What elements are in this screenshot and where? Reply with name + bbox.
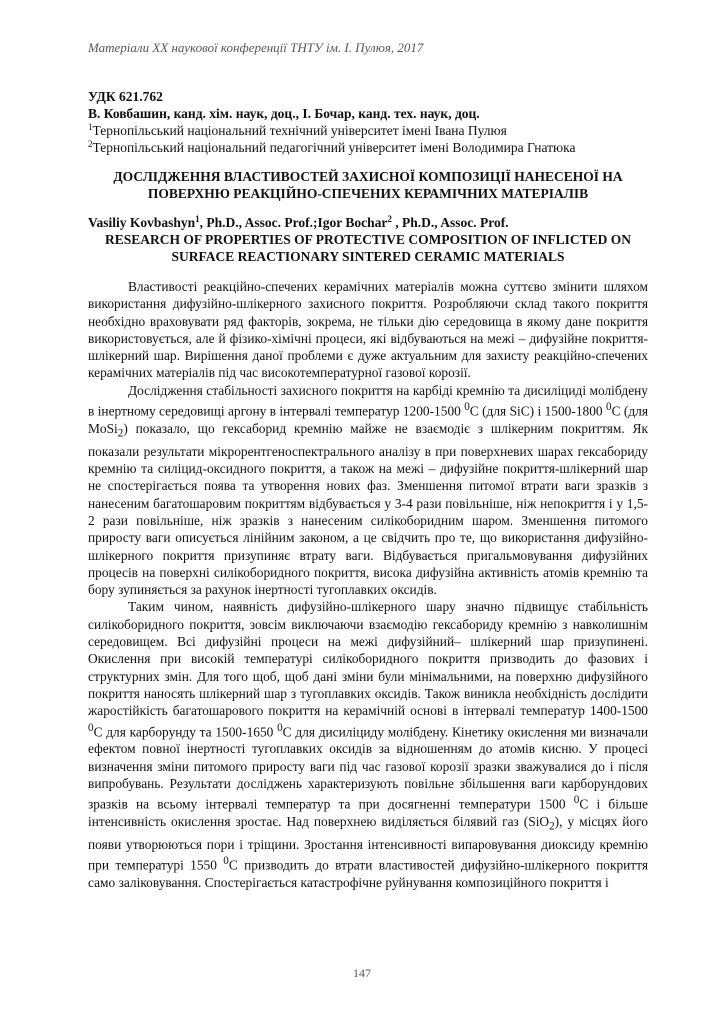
author-1-marker: 1 — [195, 214, 200, 224]
paragraph-2-text: ) показало, що гексаборид кремнію майже не взаємодіє з шлікерним покриттям. Як показали результати мікрорентгеноспектрального аналізу в при поверхневих шарах гексабориду кремнію та силіцид-оксидного покриття, а також на межі – дифузійне покриття-шлікерний шар не спостерігається поява та утворення нових фаз. Зменшення питомої втрати ваги зразків з нанесеним багатошаровим покриттям відбувається у 3-4 рази повільніше, ніж непокриття і у 1,5-2 рази повільніше, ніж зразків з нанесеним силікоборидним шаром. Зменшення питомого приросту ваги описується лінійним законом, а це свідчить про те, що використання дифузійно-шлікерного покриття призупиняє втрату ваги. Відбувається пригальмовування дифузійних процесів на поверхні силікоборидного покриття, висока дифузійна активність атомів кремнію та бору зупиняється за рахунок інертності тугоплавких оксидів. — [88, 420, 648, 598]
author-2-name: Igor Bochar — [317, 215, 388, 230]
paragraph-3-text: С і більше інтенсивність окислення зростає. Над поверхнею виділяється білявий газ (SiO — [88, 796, 648, 829]
paragraph-3-text: С для дисиліциду молібдену. Кінетику окислення ми визначали ефектом повної інертності тугоплавких оксидів за відношенням до атомів кисню. У процесі визначення зміни питомого приросту ваги під час газової корозії зразки зважувалися до і після випробувань. Результати досліджень характеризують повільне збільшення ваги карборундових зразків на всьому інтервалі температур та при досягненні температури 1500 — [88, 724, 648, 812]
author-2-marker: 2 — [387, 214, 392, 224]
degree-superscript: 0 — [223, 855, 229, 868]
paragraph-3-text: ), у місцях його появи утворюються пори і тріщини. Зростання інтенсивності випаровування диоксиду кремнію при температурі 1550 — [88, 813, 648, 873]
paragraph-3 — [88, 598, 648, 891]
degree-superscript: 0 — [88, 721, 94, 734]
paragraph-2-text: С (для MoSi — [88, 403, 648, 436]
page-number: 147 — [353, 966, 371, 980]
title-english: RESEARCH OF PROPERTIES OF PROTECTIVE COMPOSITION OF INFLICTED ON SURFACE REACTIONARY SINTERED CERAMIC MATERIALS — [104, 232, 632, 264]
front-matter — [88, 88, 648, 265]
degree-superscript: 0 — [606, 401, 612, 414]
paragraph-3-text: Таким чином, наявність дифузійно-шлікерного шару значно підвищує стабільність силікоборидного покриття, зовсім виключаючи взаємодію гексабориду кремнію з навколишнім середовищем. Всі дифузійні процеси на межі дифузійний– шлікерний шар призупинені. Окислення при високій температурі силікоборидного покриття призводить до фазових і структурних змін. Для того щоб, щоб дані зміни були мінімальними, на поверхню дифузійного покриття наносять шлікерний шар з тугоплавких оксидів. Також виникла необхідність дослідити жаростійкість багатошарового покриття на керамічній основі в інтервалі температур 1400-1500 — [88, 599, 648, 719]
affiliation-2-marker: 2 — [88, 139, 93, 149]
formula-subscript: 2 — [117, 427, 124, 440]
author-1-name: Vasiliy Kovbashyn — [88, 215, 196, 230]
author-2-degree: , Ph.D., Assoc. Prof. — [391, 215, 509, 230]
affiliation-1 — [88, 122, 648, 139]
title-ukrainian: ДОСЛІДЖЕННЯ ВЛАСТИВОСТЕЙ ЗАХИСНОЇ КОМПОЗИЦІЇ НАНЕСЕНОЇ НА ПОВЕРХНЮ РЕАКЦІЙНО-СПЕЧЕНИХ КЕРАМІЧНИХ МАТЕРІАЛІВ — [113, 169, 623, 201]
paragraph-1: Властивості реакційно-спечених керамічних матеріалів можна суттєво змінити шляхом використання дифузійно-шлікерного захисного покриття. Розробляючи склад такого покриття необхідно враховувати ряд факторів, зокрема, не тільки дію середовища в якому дане покриття використовується, але й фізико-хімічні процеси, які відбуваються на межі – дифузійне покриття-шлікерний шар. Вирішення даної проблеми є дуже актуальним для захисту реакційно-спечених керамічних матеріалів під час високотемпературної газової корозії. — [88, 279, 648, 381]
author-1-degree: , Ph.D., Assoc. Prof.; — [199, 215, 318, 230]
degree-superscript: 0 — [277, 721, 283, 734]
paragraph-3-text: С призводить до втрати властивостей дифузійно-шлікерного покриття само заліковування. Спостерігається катастрофічне руйнування композиційного покриття і — [88, 857, 648, 891]
authors-english — [88, 214, 648, 231]
paragraph-2-text: С (для SiC) і 1500-1800 — [469, 403, 606, 419]
body-text — [88, 278, 648, 891]
degree-superscript: 0 — [573, 794, 580, 807]
authors-ukrainian: В. Ковбашин, канд. хім. наук, доц., І. Бочар, канд. тех. наук, доц. — [88, 106, 480, 121]
affiliation-2 — [88, 139, 648, 156]
formula-subscript: 2 — [549, 820, 555, 833]
paragraph-3-text: С для карборунду та 1500-1650 — [93, 724, 278, 740]
paragraph-2-text: Дослідження стабільності захисного покриття на карбіді кремнію та дисиліциді молібдену в інертному середовищі аргону в інтервалі температур 1200-1500 — [88, 382, 648, 419]
paragraph-2 — [88, 382, 648, 599]
affiliation-1-text: Тернопільський національний технічний університет імені Івана Пулюя — [92, 123, 507, 138]
udk-code: УДК 621.762 — [88, 89, 163, 104]
running-header: Матеріали ХХ наукової конференції ТНТУ ім. І. Пулюя, 2017 — [88, 40, 424, 55]
affiliation-2-text: Тернопільський національний педагогічний університет імені Володимира Гнатюка — [92, 140, 576, 155]
degree-superscript: 0 — [464, 401, 470, 414]
affiliation-1-marker: 1 — [88, 122, 93, 132]
